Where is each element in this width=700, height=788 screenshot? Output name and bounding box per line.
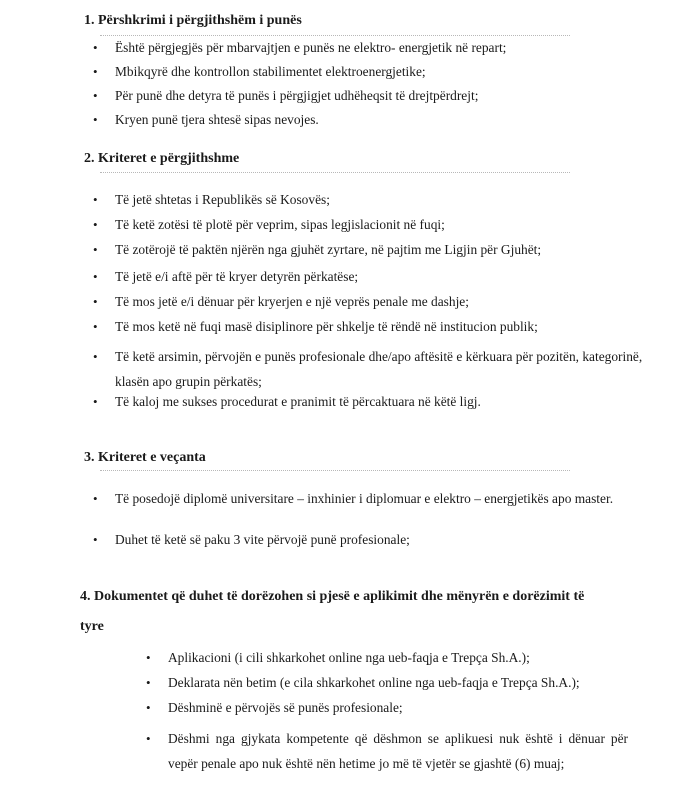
list-item: • Është përgjegjës për mbarvajtjen e punës ne elektro- energjetik në repart; — [93, 40, 507, 55]
list-item: • Të kaloj me sukses procedurat e pranimit të përcaktuara në këtë ligj. — [93, 394, 481, 409]
list-item: • Duhet të ketë së paku 3 vite përvojë punë profesionale; — [93, 532, 410, 547]
list-item: • Të posedojë diplomë universitare – inxhinier i diplomuar e elektro – energjetikës apo master. — [93, 491, 614, 506]
list-item: • Të zotërojë të paktën njërën nga gjuhët zyrtare, në pajtim me Ligjin për Gjuhët; — [93, 242, 542, 257]
section-3-heading: 3. Kriteret e veçanta — [84, 450, 206, 465]
list-item: • Të jetë shtetas i Republikës së Kosovës; — [93, 192, 330, 207]
bullet-icon: • — [93, 64, 98, 79]
section-3-list — [93, 490, 625, 556]
list-item: • Të mos jetë e/i dënuar për kryerjen e një veprës penale me dashje; — [93, 294, 469, 309]
list-item: • Të ketë arsimin, përvojën e punës profesionale dhe/apo aftësitë e kërkuara për pozitën, kategorinë, klasën apo grupin përkatës; — [115, 344, 650, 394]
list-item: • Deklarata nën betim (e cila shkarkohet online nga ueb-faqja e Trepça Sh.A.); — [146, 675, 580, 690]
list-item: • Mbikqyrë dhe kontrollon stabilimentet elektroenergjetike; — [93, 64, 426, 79]
bullet-icon: • — [93, 112, 98, 127]
bullet-icon: • — [93, 40, 98, 55]
bullet-icon: • — [93, 192, 98, 207]
bullet-icon: • — [146, 700, 151, 715]
section-1-heading: 1. Përshkrimi i përgjithshëm i punës — [84, 13, 302, 28]
bullet-icon: • — [93, 319, 98, 334]
list-item: • Të ketë zotësi të plotë për veprim, sipas legjislacionit në fuqi; — [93, 217, 445, 232]
bullet-icon: • — [146, 650, 151, 665]
bullet-icon: • — [93, 242, 98, 257]
bullet-icon: • — [93, 491, 98, 506]
section-1-list — [93, 40, 675, 136]
section-2-heading: 2. Kriteret e përgjithshme — [84, 151, 240, 166]
section-divider — [100, 172, 570, 173]
list-item: • Të mos ketë në fuqi masë disiplinore për shkelje të rëndë në institucion publik; — [93, 319, 538, 334]
section-2-list — [93, 192, 675, 419]
section-divider — [100, 35, 570, 36]
list-item: • Dëshmi nga gjykata kompetente që dëshmon se aplikuesi nuk është i dënuar për vepër penale apo nuk është nën hetime jo më të vjetër se gjashtë (6) muaj; — [168, 726, 628, 776]
list-item: • Aplikacioni (i cili shkarkohet online nga ueb-faqja e Trepça Sh.A.); — [146, 650, 530, 665]
list-item: • Të jetë e/i aftë për të kryer detyrën përkatëse; — [93, 269, 359, 284]
bullet-icon: • — [93, 532, 98, 547]
bullet-icon: • — [93, 269, 98, 284]
section-4-list — [146, 650, 633, 776]
list-item: • Për punë dhe detyra të punës i përgjigjet udhëheqsit të drejtpërdrejt; — [93, 88, 479, 103]
bullet-icon: • — [93, 394, 98, 409]
section-divider — [100, 470, 570, 471]
bullet-icon: • — [93, 349, 98, 364]
bullet-icon: • — [146, 675, 151, 690]
bullet-icon: • — [93, 294, 98, 309]
bullet-icon: • — [93, 217, 98, 232]
list-item: • Kryen punë tjera shtesë sipas nevojes. — [93, 112, 319, 127]
list-item: • Dëshminë e përvojës së punës profesionale; — [146, 700, 403, 715]
bullet-icon: • — [146, 731, 151, 746]
bullet-icon: • — [93, 88, 98, 103]
section-4-heading: 4. Dokumentet që duhet të dorëzohen si pjesë e aplikimit dhe mënyrën e dorëzimit të tyre — [80, 589, 585, 634]
